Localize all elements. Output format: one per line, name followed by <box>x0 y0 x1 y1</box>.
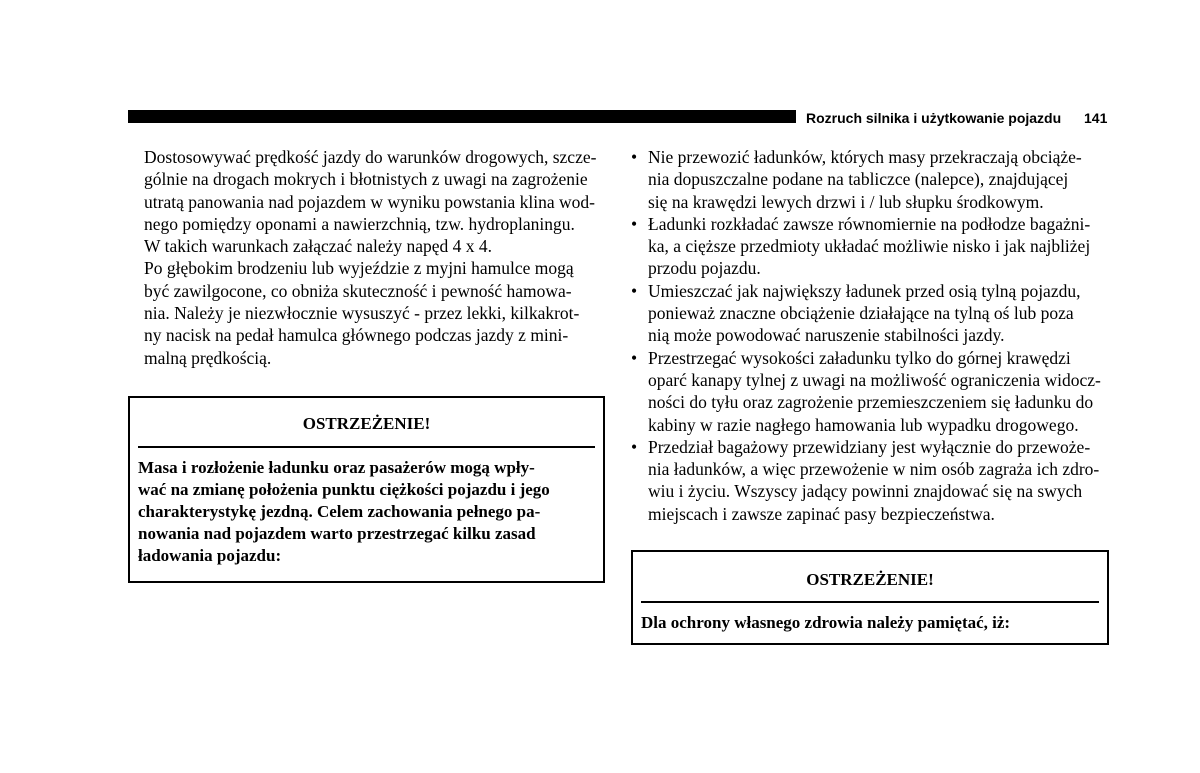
text-line: • Przedział bagażowy przewidziany jest wyłącznie do przewoże- <box>648 436 1091 457</box>
text-line: oparć kanapy tylnej z uwagi na możliwość ograniczenia widocz- <box>648 369 1101 390</box>
text-line: nia dopuszczalne podane na tabliczce (nalepce), znajdującej <box>648 169 1069 190</box>
warning-divider <box>138 446 595 448</box>
text-line: Dla ochrony własnego zdrowia należy pamiętać, iż: <box>641 613 1011 632</box>
list-item <box>631 146 1111 213</box>
text-line: • Nie przewozić ładunków, których masy przekraczają obciąże- <box>648 147 1082 167</box>
text-line: być zawilgocone, co obniża skuteczność i pewność hamowa- <box>144 280 572 301</box>
list-item <box>631 280 1111 347</box>
text-line: W takich warunkach załączać należy napęd 4 x 4. <box>144 236 493 257</box>
warning-title: OSTRZEŻENIE! <box>806 570 934 589</box>
text-line: • Umieszczać jak największy ładunek przed osią tylną pojazdu, <box>648 280 1081 301</box>
text-line: kabiny w razie nagłego hamowania lub wypadku drogowego. <box>648 414 1079 435</box>
text-line: charakterystykę jezdną. Celem zachowania pełnego pa- <box>138 502 541 521</box>
text-line: Po głębokim brodzeniu lub wyjeździe z myjni hamulce mogą <box>144 258 574 279</box>
text-line: nego pomiędzy oponami a nawierzchnią, tzw. hydroplaningu. <box>144 213 575 234</box>
text-line: miejscach i zawsze zapinać pasy bezpieczeństwa. <box>648 503 995 524</box>
text-line: przodu pojazdu. <box>648 258 761 279</box>
text-line: • Ładunki rozkładać zawsze równomiernie na podłodze bagażni- <box>648 213 1091 234</box>
warning-box-health <box>631 550 1109 645</box>
header-rule <box>128 110 796 123</box>
text-line: utratą panowania nad pojazdem w wyniku powstania klina wod- <box>144 191 595 212</box>
text-line: nia. Należy je niezwłocznie wysuszyć - przez lekki, kilkakrot- <box>144 303 580 324</box>
list-item <box>631 347 1111 436</box>
text-line: malną prędkością. <box>144 347 272 368</box>
text-line: nia ładunków, a więc przewożenie w nim osób zagraża ich zdro- <box>648 459 1100 480</box>
loading-rules-list <box>631 146 1111 525</box>
section-title: Rozruch silnika i użytkowanie pojazdu <box>806 110 1062 126</box>
warning-text <box>641 612 1099 634</box>
text-line: ności do tyłu oraz zagrożenie przemieszczeniem się ładunku do <box>648 392 1094 413</box>
warning-title: OSTRZEŻENIE! <box>302 414 431 433</box>
text-line: nią może powodować naruszenie stabilności jazdy. <box>648 325 1005 346</box>
warning-text <box>138 457 595 567</box>
text-line: • Przestrzegać wysokości załadunku tylko do górnej krawędzi <box>648 347 1071 368</box>
text-line: ponieważ znaczne obciążenie działające na tylną oś lub poza <box>648 303 1074 324</box>
text-line: nowania nad pojazdem warto przestrzegać kilku zasad <box>138 524 536 543</box>
text-line: wiu i życiu. Wszyscy jadący powinni znajdować się na swych <box>648 481 1083 502</box>
body-paragraphs-left <box>144 146 606 369</box>
list-item <box>631 436 1111 525</box>
page-number: 141 <box>1084 110 1108 126</box>
warning-divider <box>641 601 1099 603</box>
text-line: gólnie na drogach mokrych i błotnistych z uwagi na zagrożenie <box>144 169 588 190</box>
text-line: ka, a cięższe przedmioty układać możliwie nisko i jak najbliżej <box>648 236 1091 257</box>
list-item <box>631 213 1111 280</box>
warning-box-loading <box>128 396 605 583</box>
text-line: się na krawędzi lewych drzwi i / lub słupku środkowym. <box>648 191 1044 212</box>
text-line: Dostosowywać prędkość jazdy do warunków drogowych, szcze- <box>144 147 597 167</box>
text-line: ładowania pojazdu: <box>138 546 282 565</box>
text-line: ny nacisk na pedał hamulca głównego podczas jazdy z mini- <box>144 325 569 346</box>
text-line: Masa i rozłożenie ładunku oraz pasażerów mogą wpły- <box>138 458 535 477</box>
text-line: wać na zmianę położenia punktu ciężkości pojazdu i jego <box>138 480 550 499</box>
